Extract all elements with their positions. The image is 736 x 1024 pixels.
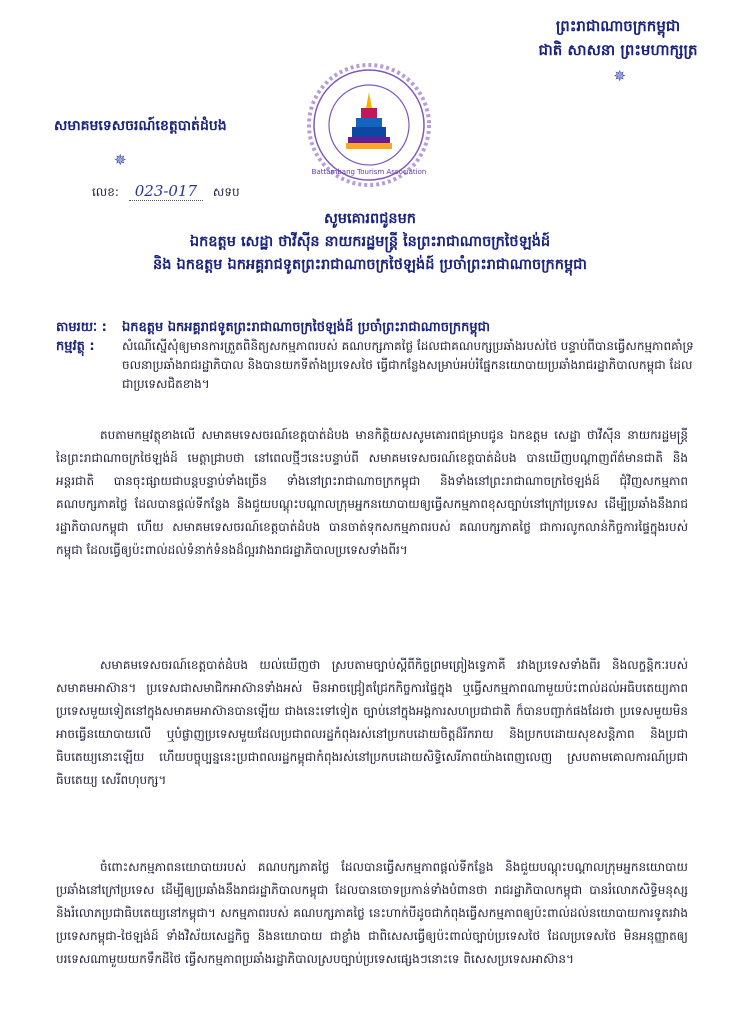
body-paragraph-3 <box>56 856 688 971</box>
paragraph-text: សមាគមទេសចរណ៍ខេត្តបាត់ដំបង យល់ឃើញថា ស្របតាមច្បាប់ស្តីពីកិច្ចព្រមព្រៀងទ្វេភាគី រវាងប្រទេសទាំងពីរ និងលក្ខន្តិកៈរបស់សមាគមអាស៊ាន។ ប្រទេសជាសមាជិកអាស៊ានទាំងអស់ មិនអាចជ្រៀតជ្រែកកិច្ចការផ្ទៃក្នុង ឬធ្វើសកម្មភាពណាមួយប៉ះពាល់ដល់អធិបតេយ្យភាពប្រទេសមួយទៀតនៅក្នុងសមាគមអាស៊ានបានឡើយ ជាងនេះទៅទៀត ច្បាប់នៅក្នុងអង្គការសហប្រជាជាតិ ក៏បានបញ្ជាក់ផងដែរថា ប្រទេសមួយមិនអាចធ្វើនយោបាយលើ ឬបំផ្លាញប្រទេសមួយដែលប្រជាពលរដ្ឋកំពុងរស់នៅប្រកបដោយចិត្តដ៏រីករាយ និងប្រកបដោយសុខសន្តិភាព និងប្រជាធិបតេយ្យនោះឡើយ ហើយបច្ចុប្បន្ននេះប្រជាពលរដ្ឋកម្ពុជាកំពុងរស់នៅប្រកបដោយសិទ្ធិសេរីភាពយ៉ាងពេញលេញ ស្របតាមគោលការណ៍ប្រជាធិបតេយ្យ សេរីពហុបក្ស។ <box>56 658 688 787</box>
national-motto: ជាតិ សាសនា ព្រះមហាក្សត្រ <box>538 41 698 59</box>
via-label: តាមរយៈ : <box>56 320 107 335</box>
heading-line-1: សូមគោរពជូនមក <box>323 211 417 227</box>
ornament-icon: ✵ <box>613 67 626 85</box>
letter-meta <box>56 318 696 394</box>
via-value: ឯកឧត្តម ឯកអគ្គរាជទូតព្រះរាជាណាចក្រថៃឡង់ដ៍ ប្រចាំព្រះរាជាណាចក្រកម្ពុជា <box>122 320 491 335</box>
body-paragraph-1 <box>56 424 688 562</box>
subject-value: សំណើស្នើសុំឲ្យមានការត្រួតពិនិត្យសកម្មភាពរបស់ គណបក្សភាគថ្លៃ ដែលជាគណបក្សប្រឆាំងរបស់ថៃ បន្ទាប់ពីបានធ្វើសកម្មភាពគាំទ្រចលនាប្រឆាំងរាជរដ្ឋាភិបាល និងបានយកទីតាំងប្រទេសថៃ ធ្វើជាកន្លែងសម្រាប់អប់រំផ្នែកនយោបាយប្រឆាំងរាជរដ្ឋាភិបាលកម្ពុជា ដែលជាប្រទេសជិតខាង។ <box>122 339 694 391</box>
heading-line-3: និង ឯកឧត្តម ឯកអគ្គរាជទូតព្រះរាជាណាចក្រថៃឡង់ដ៍ ប្រចាំព្រះរាជាណាចក្រកម្ពុជា <box>153 257 587 273</box>
reference-suffix: សទប <box>212 185 240 199</box>
association-logo <box>306 62 432 188</box>
addressee-heading <box>40 208 700 277</box>
body-paragraph-2 <box>56 654 688 792</box>
heading-line-2: ឯកឧត្តម សេដ្ឋា ថាវីស៊ីន នាយករដ្ឋមន្ត្រី នៃព្រះរាជាណាចក្រថៃឡង់ដ៍ <box>189 234 551 250</box>
association-name: សមាគមទេសចរណ៍ខេត្តបាត់ដំបង <box>54 118 227 134</box>
paragraph-text: តបតាមកម្មវត្ថុខាងលើ សមាគមទេសចរណ៍ខេត្តបាត់ដំបង មានកិត្តិយសសូមគោរពជម្រាបជូន ឯកឧត្តម សេដ្ឋា ថាវីស៊ីន នាយករដ្ឋមន្ត្រី នៃព្រះរាជាណាចក្រថៃឡង់ដ៍ មេត្តាជ្រាបថា នៅពេលថ្មីៗនេះបន្ទាប់ពី សមាគមទេសចរណ៍ខេត្តបាត់ដំបង បានឃើញបណ្តាញព័ត៌មានជាតិ និងអន្តរជាតិ បានចុះផ្សាយជាបន្តបន្ទាប់ទាំងច្រើន ទាំងនៅព្រះរាជាណាចក្រកម្ពុជា និងទាំងនៅព្រះរាជាណាចក្រថៃឡង់ដ៍ ជុំវិញសកម្មភាព គណបក្សភាគថ្លៃ ដែលបានផ្តល់ទីកន្លែង និងជួយបណ្តុះបណ្តាលក្រុមអ្នកនយោបាយឲ្យធ្វើសកម្មភាពខុសច្បាប់នៅក្រៅប្រទេស ដើម្បីប្រឆាំងនឹងរាជរដ្ឋាភិបាលកម្ពុជា ហើយ សមាគមទេសចរណ៍ខេត្តបាត់ដំបង បានចាត់ទុកសកម្មភាពរបស់ គណបក្សភាគថ្លៃ ជាការលូកលាន់កិច្ចការផ្ទៃក្នុងរបស់កម្ពុជា ដែលធ្វើឲ្យប៉ះពាល់ដល់ទំនាក់ទំនងដ៏ល្អរវាងរាជរដ្ឋាភិបាលប្រទេសទាំងពីរ។ <box>56 428 688 557</box>
kingdom-motto <box>528 14 708 62</box>
reference-handwritten-number: 023-017 <box>129 182 203 201</box>
via-row <box>56 318 696 337</box>
reference-prefix: លេខ: <box>92 185 119 199</box>
paragraph-text: ចំពោះសកម្មភាពនយោបាយរបស់ គណបក្សភាគថ្លៃ ដែលបានធ្វើសកម្មភាពផ្តល់ទីកន្លែង និងជួយបណ្តុះបណ្តាលក្រុមអ្នកនយោបាយប្រឆាំងនៅក្រៅប្រទេស ដើម្បីឲ្យប្រឆាំងនឹងរាជរដ្ឋាភិបាលកម្ពុជា ដែលបានចោទប្រកាន់ទាំងបំពានថា រាជរដ្ឋាភិបាលកម្ពុជា បានរំលោភសិទ្ធិមនុស្ស និងរំលោភប្រជាធិបតេយ្យនៅកម្ពុជា។ សកម្មភាពរបស់ គណបក្សភាគថ្លៃ នេះហាក់បីដូចជាកំពុងធ្វើសកម្មភាពឲ្យប៉ះពាល់ដល់នយោបាយការទូតរវាង ប្រទេសកម្ពុជា-ថៃឡង់ដ៍ ទាំងវិស័យសេដ្ឋកិច្ច និងនយោបាយ ជាខ្លាំង ជាពិសេសធ្វើឲ្យប៉ះពាល់ច្បាប់ប្រទេសថៃ ដែលប្រទេសថៃ មិនអនុញ្ញាតឲ្យបរទេសណាមួយយកទឹកដីថៃ ធ្វើសកម្មភាពប្រឆាំងរដ្ឋាភិបាលស្របច្បាប់ប្រទេសផ្សេងៗនោះទេ ពិសេសប្រទេសអាស៊ាន។ <box>56 860 688 966</box>
subject-label: កម្មវត្ថុ : <box>56 339 95 354</box>
subject-row <box>56 337 696 394</box>
ornament-icon: ✵ <box>114 151 127 169</box>
reference-number <box>92 182 292 202</box>
logo-caption: Battambang Tourism Association <box>311 168 427 176</box>
kingdom-name: ព្រះរាជាណាចក្រកម្ពុជា <box>555 17 681 35</box>
